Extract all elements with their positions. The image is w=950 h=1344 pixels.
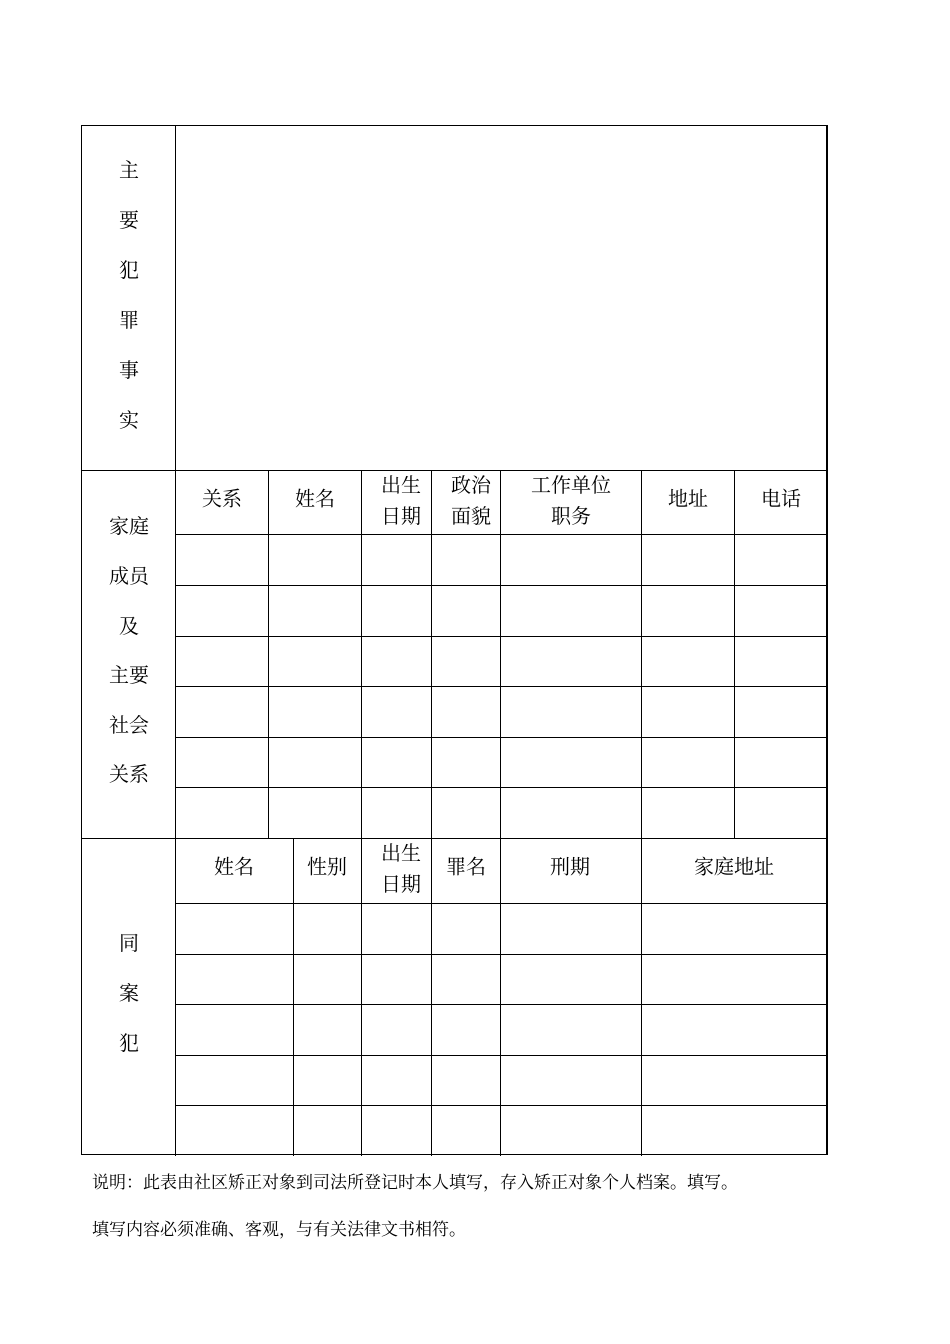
family-row-divider xyxy=(175,787,828,788)
family-header-phone: 电话 xyxy=(761,486,801,511)
accomplice-row-divider xyxy=(175,1105,828,1106)
accomplice-label-char: 犯 xyxy=(119,1031,139,1055)
crime-facts-label-char: 犯 xyxy=(119,258,139,282)
accomplice-col-divider xyxy=(361,838,362,1156)
family-row-divider xyxy=(175,585,828,586)
registration-form xyxy=(81,125,828,1155)
family-col-divider xyxy=(500,470,501,838)
form-note: 填写内容必须准确、客观，与有关法律文书相符。 xyxy=(92,1220,466,1240)
family-row-divider xyxy=(175,636,828,637)
section-divider-family-accomplice xyxy=(82,838,828,839)
accomplice-col-divider xyxy=(641,838,642,1156)
accomplice-row-divider xyxy=(175,954,828,955)
family-header-address: 地址 xyxy=(668,486,708,511)
crime-facts-label-char: 罪 xyxy=(119,308,139,332)
accomplice-header-gender: 性别 xyxy=(307,854,347,879)
family-header-workplace: 工作单位 职务 xyxy=(531,473,611,528)
family-col-divider xyxy=(431,470,432,838)
accomplice-header-home-address: 家庭地址 xyxy=(694,854,774,879)
family-header-birthdate: 出生 日期 xyxy=(381,473,421,528)
family-row-divider xyxy=(175,737,828,738)
accomplice-col-divider xyxy=(500,838,501,1156)
accomplice-header-birthdate: 出生 日期 xyxy=(381,841,421,896)
family-header-divider xyxy=(175,534,828,535)
accomplice-header-name: 姓名 xyxy=(214,854,254,879)
crime-facts-label-char: 主 xyxy=(119,158,139,182)
crime-facts-label-char: 实 xyxy=(119,408,139,432)
accomplice-header-crime: 罪名 xyxy=(446,854,486,879)
accomplice-header-divider xyxy=(175,903,828,904)
accomplice-col-divider xyxy=(293,838,294,1156)
accomplice-row-divider xyxy=(175,1004,828,1005)
family-row-divider xyxy=(175,686,828,687)
accomplice-label-char: 案 xyxy=(119,981,139,1005)
family-col-divider xyxy=(361,470,362,838)
family-header-relation: 关系 xyxy=(202,486,242,511)
family-label-line: 成员 xyxy=(109,564,149,588)
form-note: 说明：此表由社区矫正对象到司法所登记时本人填写，存入矫正对象个人档案。填写。 xyxy=(92,1173,738,1193)
family-label-line: 及 xyxy=(119,614,139,638)
family-col-divider xyxy=(734,470,735,838)
accomplice-label-char: 同 xyxy=(119,931,139,955)
family-col-divider xyxy=(641,470,642,838)
crime-facts-label-char: 事 xyxy=(119,358,139,382)
family-label-line: 主要 xyxy=(109,663,149,687)
crime-facts-label-char: 要 xyxy=(119,208,139,232)
accomplice-col-divider xyxy=(431,838,432,1156)
accomplice-row-divider xyxy=(175,1055,828,1056)
accomplice-header-sentence: 刑期 xyxy=(550,854,590,879)
family-label-line: 家庭 xyxy=(109,514,149,538)
family-header-name: 姓名 xyxy=(295,486,335,511)
family-header-political-status: 政治 面貌 xyxy=(451,473,491,528)
family-label-line: 关系 xyxy=(109,762,149,786)
crime-facts-field[interactable] xyxy=(176,126,827,469)
family-col-divider xyxy=(268,470,269,838)
family-label-line: 社会 xyxy=(109,713,149,737)
